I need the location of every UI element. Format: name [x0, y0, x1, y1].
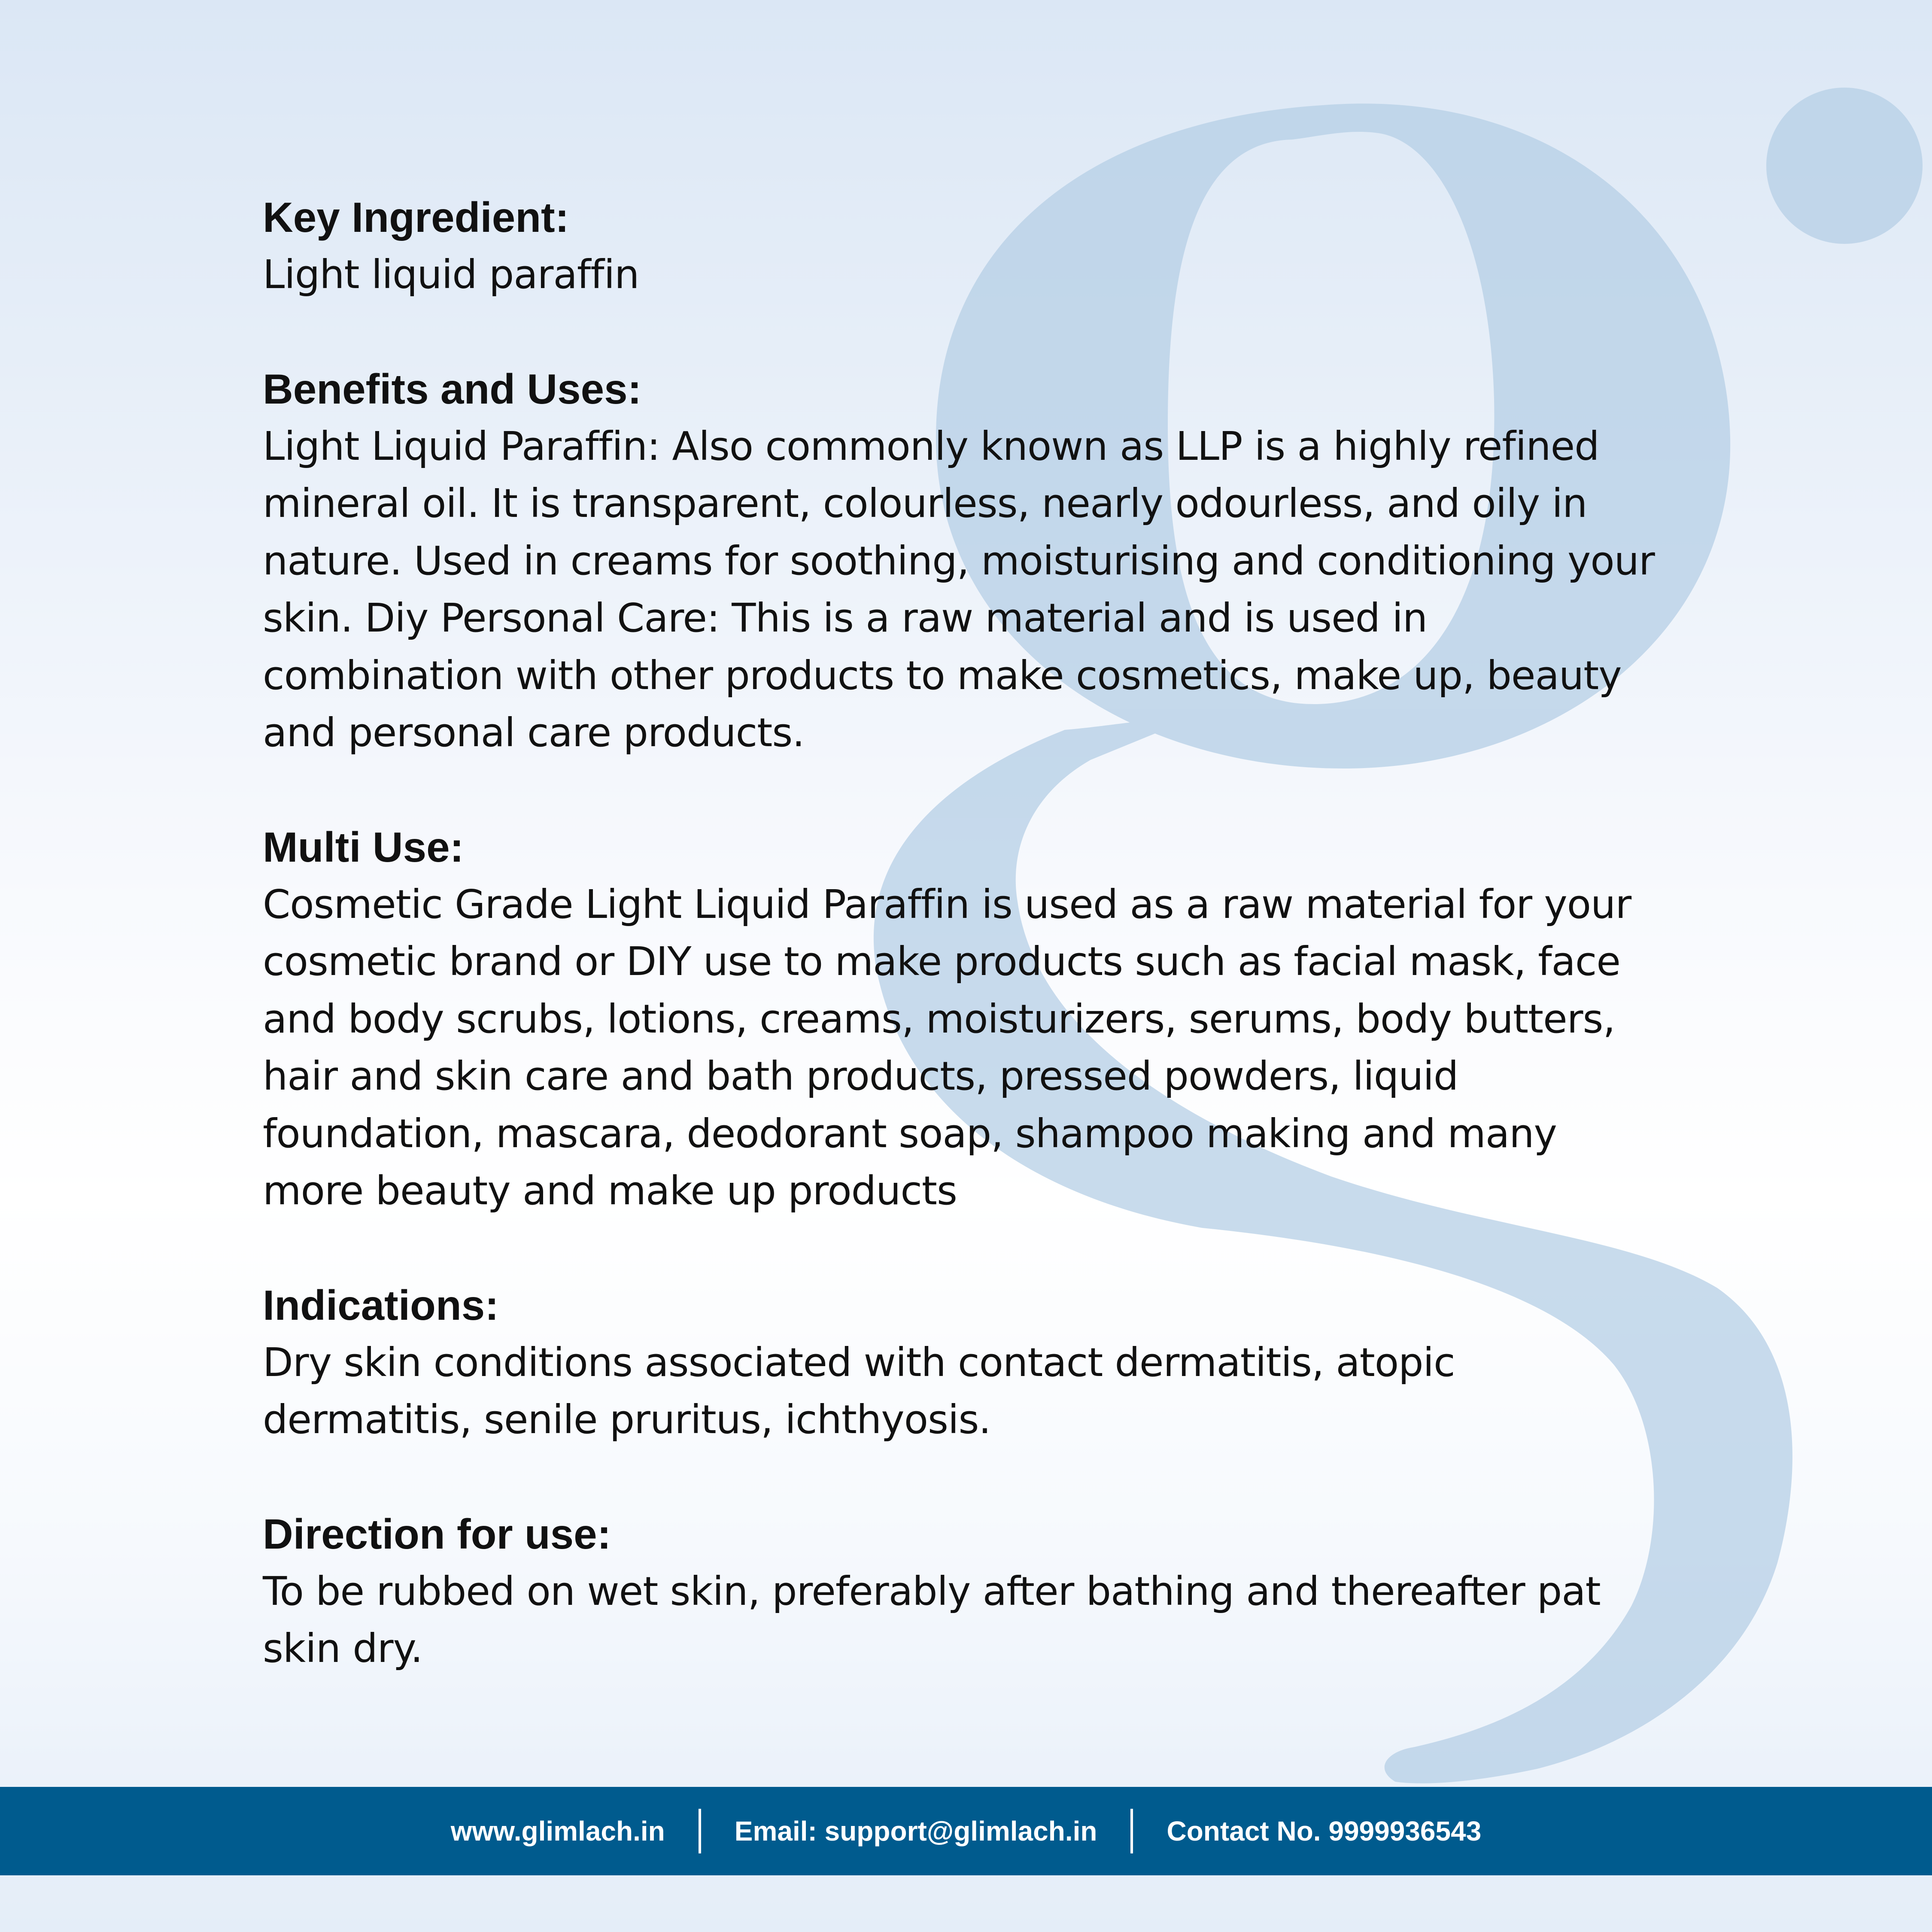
section-heading: Key Ingredient:	[263, 194, 569, 241]
benefits-section	[263, 361, 1714, 762]
section-heading: Direction for use:	[263, 1510, 611, 1558]
section-body	[263, 1563, 1714, 1677]
section-body	[263, 418, 1714, 762]
multi-use-section	[263, 819, 1714, 1220]
contact-footer-bar	[0, 1787, 1932, 1875]
body-line: hair and skin care and bath products, pressed powders, liquid	[263, 1053, 1458, 1099]
body-line: dermatitis, senile pruritus, ichthyosis.	[263, 1397, 991, 1443]
body-line: To be rubbed on wet skin, preferably after bathing and thereafter pat	[263, 1568, 1601, 1614]
product-info-content	[263, 189, 1714, 1735]
body-line: cosmetic brand or DIY use to make products such as facial mask, face	[263, 939, 1621, 984]
section-body	[263, 1334, 1714, 1449]
section-body	[263, 876, 1714, 1220]
body-line: and personal care products.	[263, 710, 805, 756]
website-link[interactable]: www.glimlach.in	[450, 1816, 665, 1847]
body-line: Dry skin conditions associated with contact dermatitis, atopic	[263, 1339, 1455, 1385]
contact-number[interactable]: Contact No. 9999936543	[1166, 1816, 1482, 1847]
body-line: skin. Diy Personal Care: This is a raw material and is used in	[263, 595, 1428, 641]
key-ingredient-section	[263, 189, 1714, 304]
body-line: nature. Used in creams for soothing, moisturising and conditioning your	[263, 538, 1655, 584]
section-heading: Benefits and Uses:	[263, 365, 642, 413]
body-line: more beauty and make up products	[263, 1168, 957, 1214]
body-line: combination with other products to make cosmetics, make up, beauty	[263, 652, 1622, 699]
body-line: mineral oil. It is transparent, colourless, nearly odourless, and oily in	[263, 480, 1587, 526]
body-line: Light Liquid Paraffin: Also commonly known as LLP is a highly refined	[263, 423, 1599, 469]
body-line: foundation, mascara, deodorant soap, shampoo making and many	[263, 1110, 1557, 1157]
directions-section	[263, 1506, 1714, 1677]
section-heading: Multi Use:	[263, 823, 464, 871]
section-body	[263, 246, 1714, 304]
email-link[interactable]: Email: support@glimlach.in	[734, 1816, 1097, 1847]
body-line: and body scrubs, lotions, creams, moisturizers, serums, body butters,	[263, 996, 1615, 1042]
body-line: Cosmetic Grade Light Liquid Paraffin is used as a raw material for your	[263, 881, 1631, 927]
body-line: Light liquid paraffin	[263, 252, 639, 298]
body-line: skin dry.	[263, 1625, 423, 1671]
indications-section	[263, 1277, 1714, 1449]
section-heading: Indications:	[263, 1281, 499, 1329]
